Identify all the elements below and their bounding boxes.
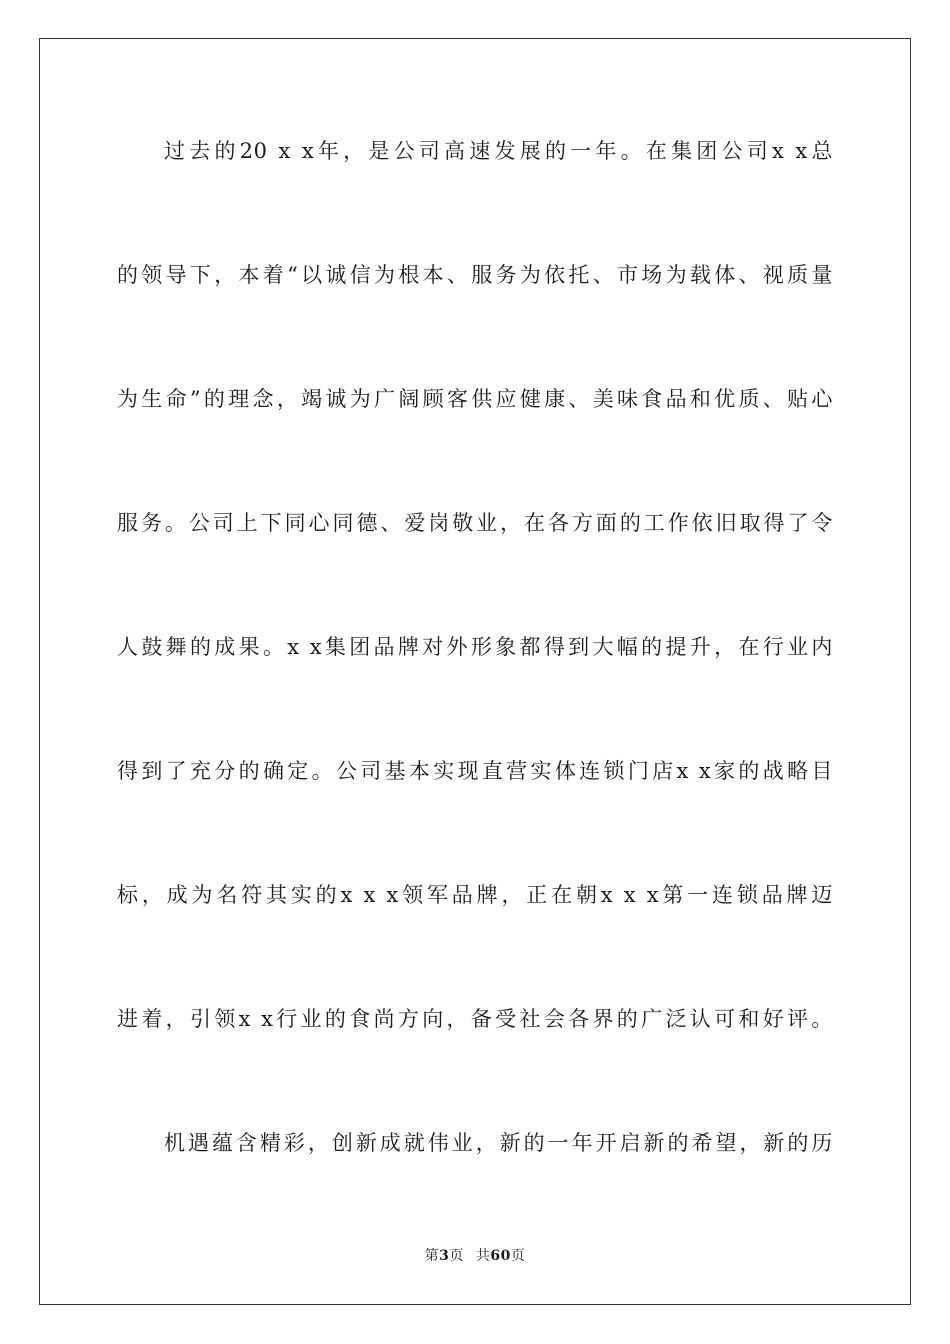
- text-line-3: 为生命”的理念，竭诚为广阔顾客供应健康、美味食品和优质、贴心: [117, 387, 833, 411]
- text-line-7: 标，成为名符其实的x x x领军品牌，正在朝x x x第一连锁品牌迈: [117, 883, 833, 907]
- text-line-4: 服务。公司上下同心同德、爱岗敬业，在各方面的工作依旧取得了令: [117, 511, 833, 535]
- footer-total-prefix: 共: [475, 1248, 491, 1264]
- footer-total-pages: 60: [490, 1248, 511, 1264]
- footer-page-number: 3: [439, 1248, 450, 1264]
- text-line-2: 的领导下，本着“以诚信为根本、服务为依托、市场为载体、视质量: [117, 263, 833, 287]
- text-line-1: 过去的20 x x年，是公司高速发展的一年。在集团公司x x总: [164, 139, 833, 163]
- text-line-8: 进着，引领x x行业的食尚方向，备受社会各界的广泛认可和好评。: [117, 1007, 833, 1031]
- text-line-9: 机遇蕴含精彩，创新成就伟业，新的一年开启新的希望，新的历: [164, 1131, 833, 1155]
- page-footer: [0, 1245, 950, 1265]
- text-line-6: 得到了充分的确定。公司基本实现直营实体连锁门店x x家的战略目: [117, 759, 833, 783]
- text-line-5: 人鼓舞的成果。x x集团品牌对外形象都得到大幅的提升，在行业内: [117, 635, 833, 659]
- footer-page-prefix: 第: [424, 1248, 440, 1264]
- footer-total-suffix: 页: [510, 1248, 526, 1264]
- footer-page-suffix: 页: [449, 1248, 464, 1264]
